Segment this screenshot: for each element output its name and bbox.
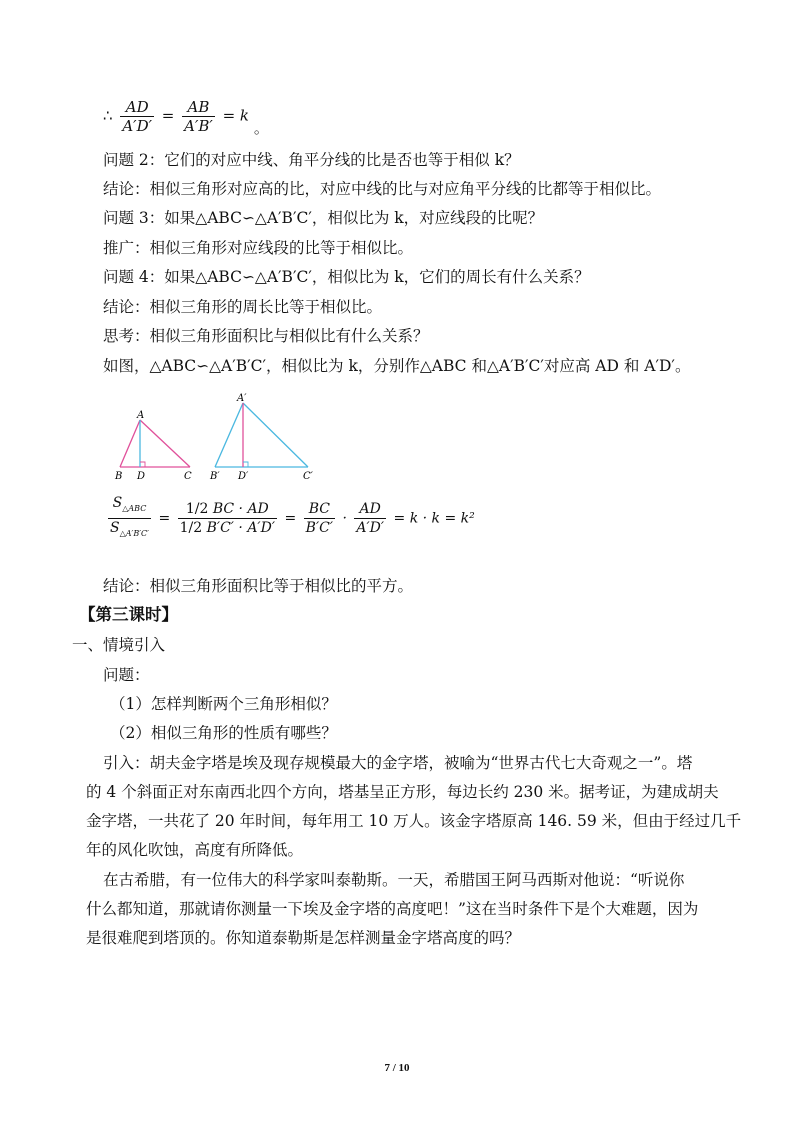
fraction-ad: $\frac{AD}{A'D'}$	[122, 98, 152, 135]
label-b-prime: B′	[210, 471, 220, 482]
label-c-prime: C′	[303, 471, 313, 482]
area-ratio-mid: $\frac{1/2 BC \cdot AD}{1/2 B'C' \cdot A'D'}$	[179, 500, 276, 536]
therefore-symbol: ∴	[103, 106, 113, 125]
label-b: B	[115, 471, 123, 482]
conclusion-perimeter: 结论：相似三角形的周长比等于相似比。	[103, 298, 383, 316]
conclusion-heights: 结论：相似三角形对应高的比，对应中线的比与对应角平分线的比都等于相似比。	[103, 180, 662, 198]
ratio-ad: $\frac{AD}{A'D'}$	[356, 500, 385, 536]
label-d-prime: D′	[238, 471, 249, 482]
thinking-question: 思考：相似三角形面积比与相似比有什么关系？	[103, 327, 429, 345]
subsection-intro: 一、情境引入	[72, 636, 166, 654]
ratio-formula: ∴ $\frac{AD}{A'D'}$ = $\frac{AB}{A'B'}$ = k 。	[103, 98, 269, 137]
question-2: 问题 2：它们的对应中线、角平分线的比是否也等于相似 k？	[103, 151, 520, 169]
figure-intro: 如图，△ABC∽△A′B′C′，相似比为 k，分别作△ABC 和△A′B′C′对应高 AD 和 A′D′。	[103, 357, 691, 375]
document-page: ∴ $\frac{AD}{A'D'}$ = $\frac{AB}{A'B'}$ = k 。 问题 2：它们的对应中线、角平分线的比是否也等于相似 k？ 结论：相似三角形对应高的比，对应中线的比与对应角平分线的比都等于相似比。 问题 3：如果△ABC∽△A′B′C′，相似比为 k，对应线段的比呢？ 推广：相似三角形对应线段的比等于相似比。 问题 4：如果△ABC∽△A′B′C′，相似比为 k，它们的周长有什么关系？ 结论：相似三角形的周长比等于相似比。 思考：相似三角形面积比与相似比有什么关系？ 如图，△ABC∽△A′B′C′，相似比为 k，分别作△ABC 和△A′B′C′对应高 AD 和 A′D′。 A B D C A′ B′ D′ C′ $\frac{S_{\triangle ABC}}{S_{\triangle A'B'C'}}$ = $\frac{1/2 BC \cdot AD}{1/2 B'C' \cdot A'D'}$ = $\frac{BC}{B'C'}$ · $\frac{AD}{A'D'}$ = k · k = k² 结论：相似三角形面积比等于相似比的平方。 【第三课时】 一、情境引入 问题： （1）怎样判断两个三角形相似？ （2）相似三角形的性质有哪些？ 引入：胡夫金字塔是埃及现存规模最大的金字塔，被喻为“世界古代七大奇观之一”。塔 的 4 个斜面正对东南西北四个方向，塔基呈正方形，每边长约 230 米。据考证，为建成胡夫 金字塔，一共花了 20 年时间，每年用工 10 万人。该金字塔原高 146. 59 米，但由于经过几千 年的风化吹蚀，高度有所降低。 在古希腊，有一位伟大的科学家叫泰勒斯。一天，希腊国王阿马西斯对他说：“听说你 什么都知道，那就请你测量一下埃及金字塔的高度吧！”这在当时条件下是个大难题，因为 是很难爬到塔顶的。你知道泰勒斯是怎样测量金字塔高度的吗？ 7 / 10	[0, 0, 794, 1123]
area-ratio-formula: $\frac{S_{\triangle ABC}}{S_{\triangle A'B'C'}}$ = $\frac{1/2 BC \cdot AD}{1/2 B'C' \cdot A'D'}$ = $\frac{BC}{B'C'}$ · $\frac{AD}{A'D'}$ = k · k = k²	[105, 494, 475, 543]
label-c: C	[184, 471, 192, 482]
label-a-prime: A′	[237, 393, 247, 404]
triangle-abc-prime	[209, 393, 314, 482]
section-third-lesson: 【第三课时】	[79, 605, 178, 624]
conclusion-area: 结论：相似三角形面积比等于相似比的平方。	[103, 577, 414, 595]
problem-label: 问题：	[103, 666, 150, 684]
problem-2: （2）相似三角形的性质有哪些？	[110, 724, 337, 742]
page-number: 7 / 10	[384, 1062, 410, 1074]
question-3: 问题 3：如果△ABC∽△A′B′C′，相似比为 k，对应线段的比呢？	[103, 209, 544, 227]
similar-triangles-figure	[110, 390, 325, 485]
label-d: D	[137, 471, 146, 482]
problem-1: （1）怎样判断两个三角形相似？	[110, 695, 337, 713]
area-ratio-lhs: $\frac{S_{\triangle ABC}}{S_{\triangle A'B'C'}}$	[110, 495, 149, 538]
ratio-bc: $\frac{BC}{B'C'}$	[305, 500, 334, 536]
label-a: A	[137, 410, 145, 421]
triangle-abc	[114, 410, 192, 482]
generalization: 推广：相似三角形对应线段的比等于相似比。	[103, 239, 414, 257]
fraction-ab: $\frac{AB}{A'B'}$	[184, 98, 213, 135]
question-4: 问题 4：如果△ABC∽△A′B′C′，相似比为 k，它们的周长有什么关系？	[103, 268, 590, 286]
